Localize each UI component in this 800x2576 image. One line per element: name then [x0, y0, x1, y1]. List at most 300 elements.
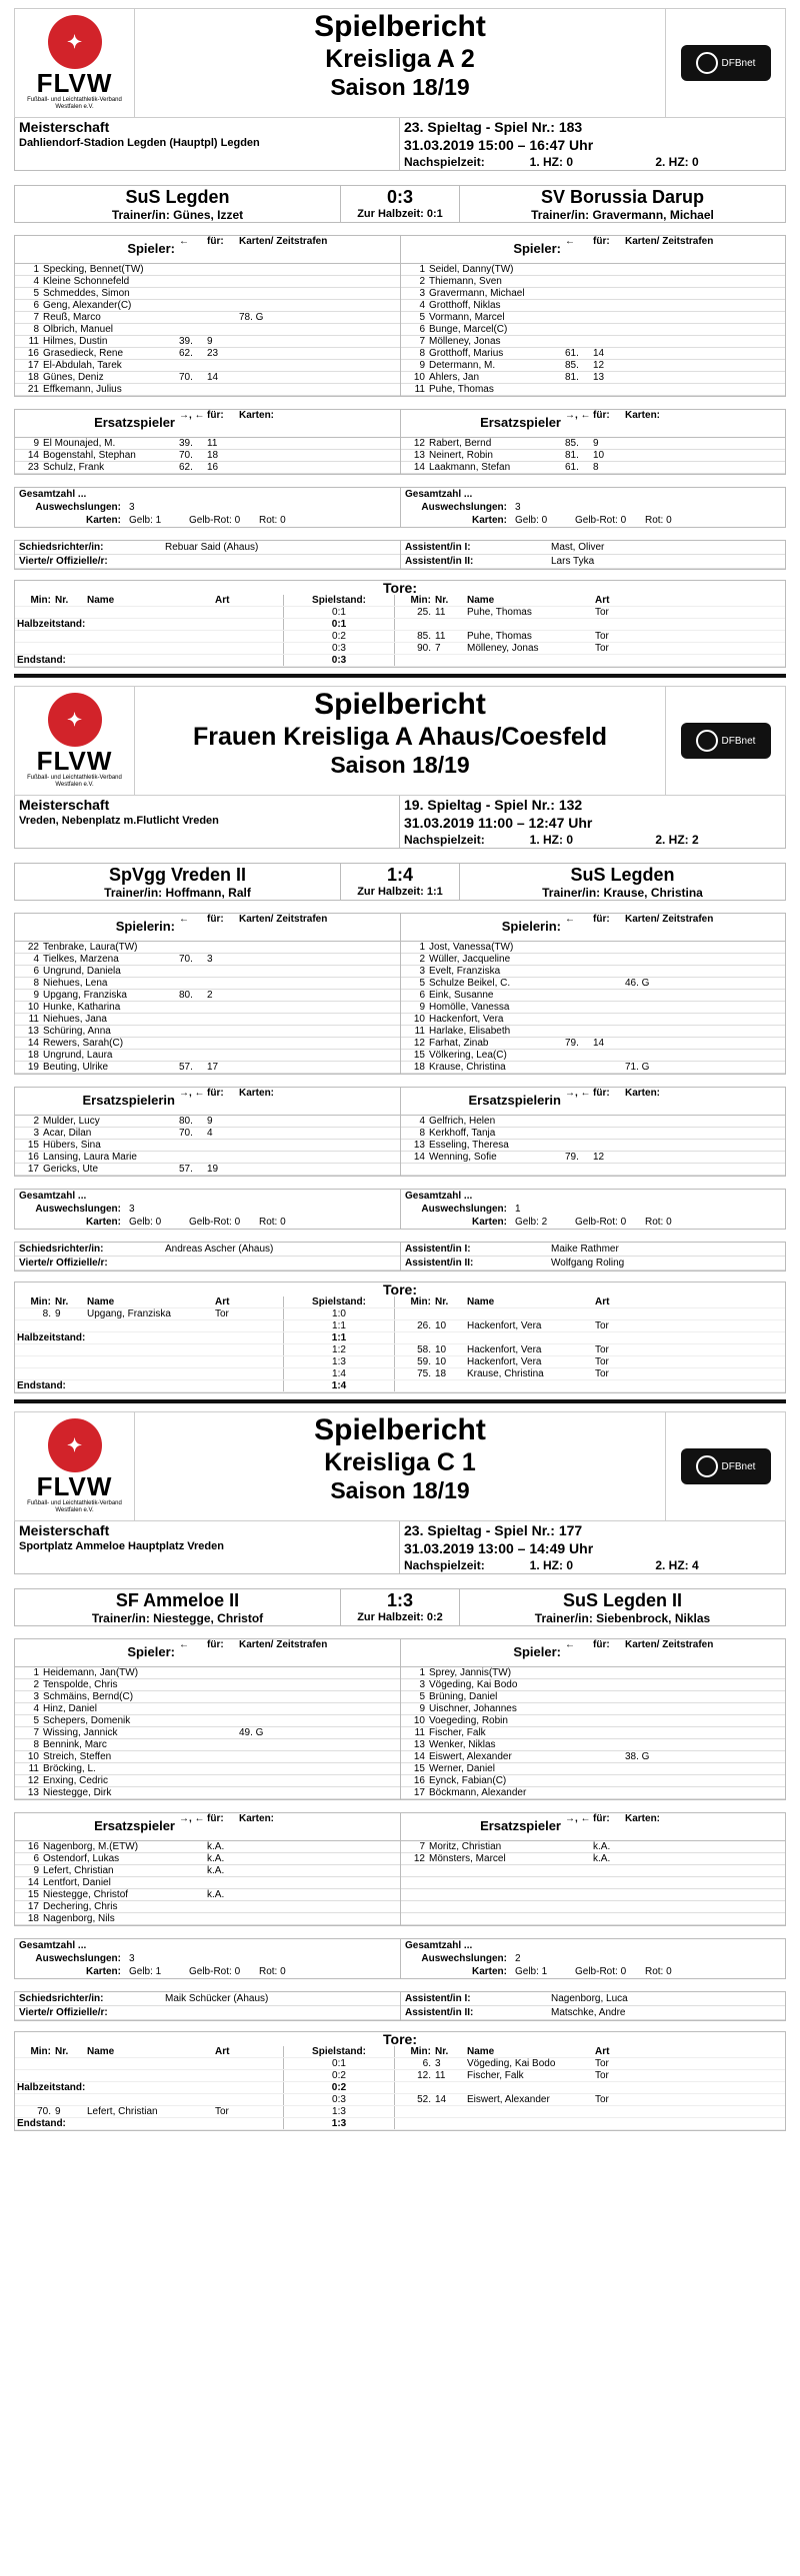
player-cell [401, 1865, 427, 1876]
player-cell: Gelfrich, Helen [429, 1116, 496, 1127]
player-cell [623, 1739, 785, 1750]
player-cell [237, 1038, 400, 1049]
player-cell: 6 [33, 1853, 39, 1864]
fourth-official [161, 2006, 400, 2020]
player-cell: 12 [593, 1152, 605, 1163]
player-cell [623, 276, 785, 287]
player-cell: Tielkes, Marzena [43, 954, 119, 965]
player-cell: 9 [33, 990, 39, 1001]
player-cell [623, 990, 785, 1001]
player-cell: 12 [413, 1038, 425, 1049]
goal-cell [85, 1356, 213, 1367]
player-row [15, 1679, 400, 1691]
cards-label: Karten: [85, 515, 121, 526]
player-cell: 8 [33, 324, 39, 335]
player-cell [563, 1727, 591, 1738]
player-cell [563, 1062, 591, 1073]
final-label: Endstand: [17, 1380, 66, 1391]
player-cell: Bunge, Marcel(C) [429, 324, 508, 335]
player-cell [401, 1913, 427, 1924]
subs-count: 1 [515, 1204, 521, 1215]
player-row [15, 360, 400, 372]
player-cell: Dechering, Chris [43, 1901, 118, 1912]
player-cell [205, 1913, 237, 1924]
goal-cell: Tor [595, 1344, 609, 1355]
player-cell [205, 1679, 237, 1690]
player-cell [591, 966, 623, 977]
player-row [15, 1787, 400, 1799]
player-cell [591, 1715, 623, 1726]
player-cell [205, 1667, 237, 1678]
player-cell [237, 1865, 400, 1876]
player-cell: El-Abdulah, Tarek [43, 360, 122, 371]
player-cell: Seidel, Danny(TW) [429, 264, 514, 275]
goals-title: Tore: [383, 1282, 417, 1297]
player-cell: 13 [413, 1140, 425, 1151]
goal-cell: 1:0 [283, 1308, 395, 1319]
goal-cell [213, 1344, 283, 1355]
player-cell: Upgang, Franziska [43, 990, 127, 1001]
player-cell: 7 [419, 336, 425, 347]
competition: Meisterschaft [15, 796, 400, 814]
col-sub-out: ← [565, 236, 575, 247]
player-cell [205, 324, 237, 335]
col-sub-inout: →, ← [565, 1813, 591, 1824]
player-cell [401, 1164, 427, 1175]
player-cell [591, 336, 623, 347]
totals [14, 1189, 786, 1230]
goal-cell: 25. [417, 607, 431, 618]
player-cell [237, 1116, 400, 1127]
player-cell [591, 1889, 623, 1900]
player-cell [205, 1026, 237, 1037]
col-nr: Nr. [55, 2046, 69, 2057]
goal-cell: 9 [55, 1308, 61, 1319]
goal-row [15, 643, 785, 655]
goal-cell: 0:3 [283, 2094, 395, 2105]
report-divider [14, 1399, 786, 1403]
datetime: 31.03.2019 15:00 – 16:47 Uhr [404, 137, 594, 153]
subs-count-label: Auswechslungen: [35, 1204, 121, 1215]
player-cell [563, 1775, 591, 1786]
goal-cell [465, 2106, 593, 2117]
player-row [15, 1164, 400, 1176]
player-cell: Farhat, Zinab [429, 1038, 489, 1049]
player-cell [623, 384, 785, 395]
goal-cell: 11 [435, 607, 446, 618]
home-team: SuS Legden [125, 187, 230, 207]
goal-cell: 52. [417, 2094, 431, 2105]
home-team: SpVgg Vreden II [108, 865, 247, 885]
goal-cell: Puhe, Thomas [467, 607, 532, 618]
report-list [0, 8, 800, 2131]
home-team: SF Ammeloe II [115, 1590, 240, 1610]
goal-cell: 1:2 [283, 1344, 395, 1355]
player-cell: 7 [33, 1727, 39, 1738]
player-cell: Böckmann, Alexander [429, 1787, 527, 1798]
player-cell [563, 1140, 591, 1151]
player-cell: 18 [207, 450, 219, 461]
subs-heading: Ersatzspieler [94, 415, 175, 430]
player-cell: Mölleney, Jonas [429, 336, 501, 347]
player-cell: Gericks, Ute [43, 1164, 99, 1175]
player-cell: Jost, Vanessa(TW) [429, 942, 514, 953]
yellow-count: Gelb: 0 [515, 515, 548, 526]
player-cell [563, 978, 591, 989]
matchday: 19. Spieltag - Spiel Nr.: 132 [404, 797, 583, 813]
player-cell [177, 300, 205, 311]
player-row [401, 1014, 785, 1026]
player-cell [177, 276, 205, 287]
goal-cell: Fischer, Falk [467, 2070, 524, 2081]
goal-cell [53, 607, 85, 618]
player-cell [427, 1913, 563, 1924]
col-cards: Karten: [625, 1088, 661, 1099]
goal-cell [85, 607, 213, 618]
totals-heading: Gesamtzahl ... [19, 489, 87, 500]
col-nr: Nr. [55, 1296, 69, 1307]
player-cell: Wissing, Jannick [43, 1727, 118, 1738]
scoreboard [14, 1588, 786, 1626]
player-cell [623, 942, 785, 953]
player-cell: 5 [33, 1715, 39, 1726]
subs-heading: Ersatzspielerin [468, 1093, 561, 1108]
player-cell: Geng, Alexander(C) [43, 300, 132, 311]
player-row [15, 1877, 400, 1889]
player-row [15, 336, 400, 348]
player-cell [563, 966, 591, 977]
player-cell [591, 1787, 623, 1798]
player-cell: 17 [413, 1787, 425, 1798]
player-cell: Specking, Bennet(TW) [43, 264, 144, 275]
player-cell: 13 [593, 372, 605, 383]
player-cell [237, 1140, 400, 1151]
col-name: Name [87, 595, 115, 606]
player-cell: Hackenfort, Vera [429, 1014, 504, 1025]
player-row [15, 1667, 400, 1679]
player-cell [591, 1751, 623, 1762]
player-row [15, 966, 400, 978]
goal-row [15, 1308, 785, 1320]
goal-cell [85, 2094, 213, 2105]
player-cell: Schepers, Domenik [43, 1715, 131, 1726]
goal-cell [53, 2058, 85, 2069]
player-cell [205, 276, 237, 287]
player-cell [205, 1038, 237, 1049]
assistant2-label: Assistent/in II: [405, 1258, 474, 1269]
player-row [15, 1727, 400, 1739]
player-cell: 38. G [625, 1751, 650, 1762]
player-cell: 85. [565, 360, 579, 371]
player-cell: 16 [413, 1775, 425, 1786]
goal-cell: 0:2 [283, 631, 395, 642]
col-for: für: [207, 914, 224, 925]
player-cell: 4 [33, 954, 39, 965]
player-cell [427, 1865, 563, 1876]
col-for: für: [593, 914, 610, 925]
player-cell: 57. [179, 1164, 193, 1175]
goal-cell: 12. [417, 2070, 431, 2081]
player-cell [563, 990, 591, 1001]
player-cell: Krause, Christina [429, 1062, 506, 1073]
player-cell: 14 [27, 1038, 39, 1049]
player-cell [401, 1889, 427, 1900]
player-cell [623, 462, 785, 473]
away-lineup [400, 1639, 785, 1799]
assistant2: Matschke, Andre [551, 2007, 626, 2018]
match-meta [14, 796, 786, 849]
player-cell [177, 288, 205, 299]
player-cell [623, 1715, 785, 1726]
report-title: Spielbericht [314, 1413, 486, 1446]
player-row [401, 1853, 785, 1865]
col-cards: Karten: [625, 1813, 661, 1824]
col-for: für: [207, 410, 224, 421]
player-cell [563, 288, 591, 299]
away-coach: Trainer/in: Krause, Christina [542, 886, 703, 900]
subs-heading: Ersatzspieler [94, 1818, 175, 1833]
player-cell: Niehues, Jana [43, 1014, 107, 1025]
player-cell: 71. G [625, 1062, 650, 1073]
player-row [15, 942, 400, 954]
player-cell: 2 [33, 1679, 39, 1690]
player-row [15, 348, 400, 360]
player-cell: Hunke, Katharina [43, 1002, 121, 1013]
player-cell [177, 1691, 205, 1702]
player-cell: Niestegge, Dirk [43, 1787, 112, 1798]
goal-cell: 70. [37, 2106, 51, 2117]
player-row [15, 1901, 400, 1913]
flvw-subtitle: Fußball- und Leichtathletik-Verband Westfalen e.V. [27, 97, 122, 110]
player-cell: 1 [33, 1667, 39, 1678]
player-row [401, 300, 785, 312]
player-cell: Tenspolde, Chris [43, 1679, 118, 1690]
goal-cell [85, 631, 213, 642]
red-count: Rot: 0 [645, 515, 672, 526]
goal-cell [213, 2094, 283, 2105]
col-sub-inout: →, ← [565, 1088, 591, 1099]
halftime-result: Zur Halbzeit: 0:2 [357, 1611, 443, 1623]
venue: Sportplatz Ammeloe Hauptplatz Vreden [15, 1539, 400, 1557]
fourth-official [161, 1257, 400, 1271]
player-cell [591, 1002, 623, 1013]
player-cell [205, 384, 237, 395]
player-cell: 14 [207, 372, 219, 383]
subs-count-label: Auswechslungen: [35, 1953, 121, 1964]
hz2: 2. HZ: 2 [655, 833, 699, 847]
player-cell [237, 1877, 400, 1888]
player-cell [591, 954, 623, 965]
player-cell [563, 1751, 591, 1762]
player-cell: 10 [593, 450, 605, 461]
player-cell: 15 [27, 1140, 39, 1151]
player-cell [205, 1691, 237, 1702]
player-cell [237, 462, 400, 473]
player-cell: 17 [27, 1164, 39, 1175]
player-cell [237, 1703, 400, 1714]
player-row [401, 966, 785, 978]
fourth-official-label: Vierte/r Offizielle/r: [19, 1258, 108, 1269]
league-name: Kreisliga A 2 [325, 45, 475, 73]
player-cell [623, 1691, 785, 1702]
col-nr: Nr. [435, 2046, 449, 2057]
col-art: Art [595, 1296, 610, 1307]
player-cell: 13 [27, 1026, 39, 1037]
season: Saison 18/19 [330, 1477, 470, 1503]
player-cell [401, 1877, 427, 1888]
flvw-crest-icon: ✦ [48, 1418, 102, 1472]
col-nr: Nr. [55, 595, 69, 606]
player-cell: 4 [207, 1128, 213, 1139]
goal-cell: Tor [595, 1356, 609, 1367]
player-cell [205, 978, 237, 989]
goal-cell [85, 2070, 213, 2081]
player-cell: 2 [207, 990, 213, 1001]
goal-row [15, 2058, 785, 2070]
goal-cell: 7 [435, 643, 441, 654]
player-cell: 14 [413, 1152, 425, 1163]
player-cell [177, 1002, 205, 1013]
subs-count-label: Auswechslungen: [421, 502, 507, 513]
player-row [15, 954, 400, 966]
player-cell: 9 [593, 438, 599, 449]
player-cell [591, 1667, 623, 1678]
player-cell: Neinert, Robin [429, 450, 493, 461]
away-subs [400, 1813, 785, 1925]
player-row [401, 990, 785, 1002]
goal-row [15, 1368, 785, 1380]
player-cell [177, 942, 205, 953]
player-row [15, 1865, 400, 1877]
goal-cell: Hackenfort, Vera [467, 1344, 542, 1355]
col-for: für: [593, 410, 610, 421]
player-cell: 5 [419, 312, 425, 323]
player-row [15, 990, 400, 1002]
col-min: Min: [30, 1296, 51, 1307]
player-cell: 5 [33, 288, 39, 299]
col-nr: Nr. [435, 1296, 449, 1307]
goals-table [14, 580, 786, 668]
player-cell: Völkering, Lea(C) [429, 1050, 507, 1061]
player-row [15, 300, 400, 312]
player-cell [623, 954, 785, 965]
goal-cell: Mölleney, Jonas [467, 643, 539, 654]
player-cell [591, 1050, 623, 1061]
player-cell: 8 [419, 1128, 425, 1139]
player-cell: 10 [413, 372, 425, 383]
goal-cell: 8. [42, 1308, 51, 1319]
player-cell: 79. [565, 1038, 579, 1049]
player-cell: Evelt, Franziska [429, 966, 501, 977]
player-cell [563, 264, 591, 275]
goal-cell: Eiswert, Alexander [467, 2094, 550, 2105]
player-cell [591, 1901, 623, 1912]
player-cell [591, 288, 623, 299]
player-cell [623, 324, 785, 335]
hz1: 1. HZ: 0 [529, 1558, 574, 1572]
goal-cell [53, 2094, 85, 2105]
player-row [401, 1751, 785, 1763]
player-cell [623, 360, 785, 371]
player-cell: 39. [179, 438, 193, 449]
goals-title: Tore: [383, 2031, 417, 2047]
player-cell [591, 1703, 623, 1714]
player-cell [237, 942, 400, 953]
away-coach: Trainer/in: Gravermann, Michael [531, 208, 714, 222]
away-team: SuS Legden II [562, 1590, 682, 1610]
totals-heading: Gesamtzahl ... [405, 489, 473, 500]
player-cell: 8 [419, 348, 425, 359]
player-cell [205, 288, 237, 299]
player-cell: Ahlers, Jan [429, 372, 480, 383]
player-cell: 17 [207, 1062, 219, 1073]
player-cell [623, 372, 785, 383]
goal-cell [15, 2070, 53, 2081]
final-score: 1:4 [283, 1380, 395, 1391]
player-cell: 62. [179, 348, 193, 359]
player-cell: 16 [27, 348, 39, 359]
league-name: Frauen Kreisliga A Ahaus/Coesfeld [193, 723, 607, 751]
final-result: 1:4 [386, 865, 413, 885]
player-cell: 11 [28, 1763, 39, 1774]
player-cell: k.A. [207, 1853, 225, 1864]
goal-cell: 0:2 [283, 2070, 395, 2081]
player-cell: Thiemann, Sven [429, 276, 502, 287]
player-row [401, 1727, 785, 1739]
player-cell [563, 276, 591, 287]
player-cell [177, 1026, 205, 1037]
player-row [15, 312, 400, 324]
player-cell [205, 360, 237, 371]
nachspielzeit-label: Nachspielzeit: [404, 833, 485, 847]
cards-label: Karten: [85, 1217, 121, 1228]
goal-cell [15, 1344, 53, 1355]
player-cell [563, 1865, 591, 1876]
assistant1: Mast, Oliver [551, 542, 605, 553]
goal-cell [85, 1368, 213, 1379]
player-cell [237, 1002, 400, 1013]
player-row [15, 1014, 400, 1026]
player-cell: 19 [27, 1062, 39, 1073]
player-cell: 4 [33, 1703, 39, 1714]
player-row [15, 1763, 400, 1775]
assistant2: Lars Tyka [551, 556, 595, 567]
player-cell: Schmäins, Bernd(C) [43, 1691, 134, 1702]
referee-label: Schiedsrichter/in: [19, 1244, 104, 1255]
subs-count: 2 [515, 1953, 521, 1964]
player-cell: Esseling, Theresa [429, 1140, 509, 1151]
goal-cell [593, 2106, 785, 2117]
subs-count-label: Auswechslungen: [421, 1953, 507, 1964]
player-cell [623, 966, 785, 977]
player-row [401, 1164, 785, 1176]
player-cell [237, 264, 400, 275]
player-row [401, 954, 785, 966]
assistant1: Nagenborg, Luca [551, 1993, 628, 2004]
player-cell: 4 [419, 300, 425, 311]
player-cell [623, 1865, 785, 1876]
player-cell: k.A. [207, 1865, 225, 1876]
goal-cell [85, 1344, 213, 1355]
col-score: Spielstand: [283, 2046, 395, 2057]
player-cell [591, 1775, 623, 1786]
player-cell: 10 [27, 1751, 39, 1762]
player-cell [623, 1050, 785, 1061]
player-cell: 16 [27, 1152, 39, 1163]
player-cell [177, 966, 205, 977]
flvw-crest-icon: ✦ [48, 693, 102, 747]
player-cell: Streich, Steffen [43, 1751, 112, 1762]
